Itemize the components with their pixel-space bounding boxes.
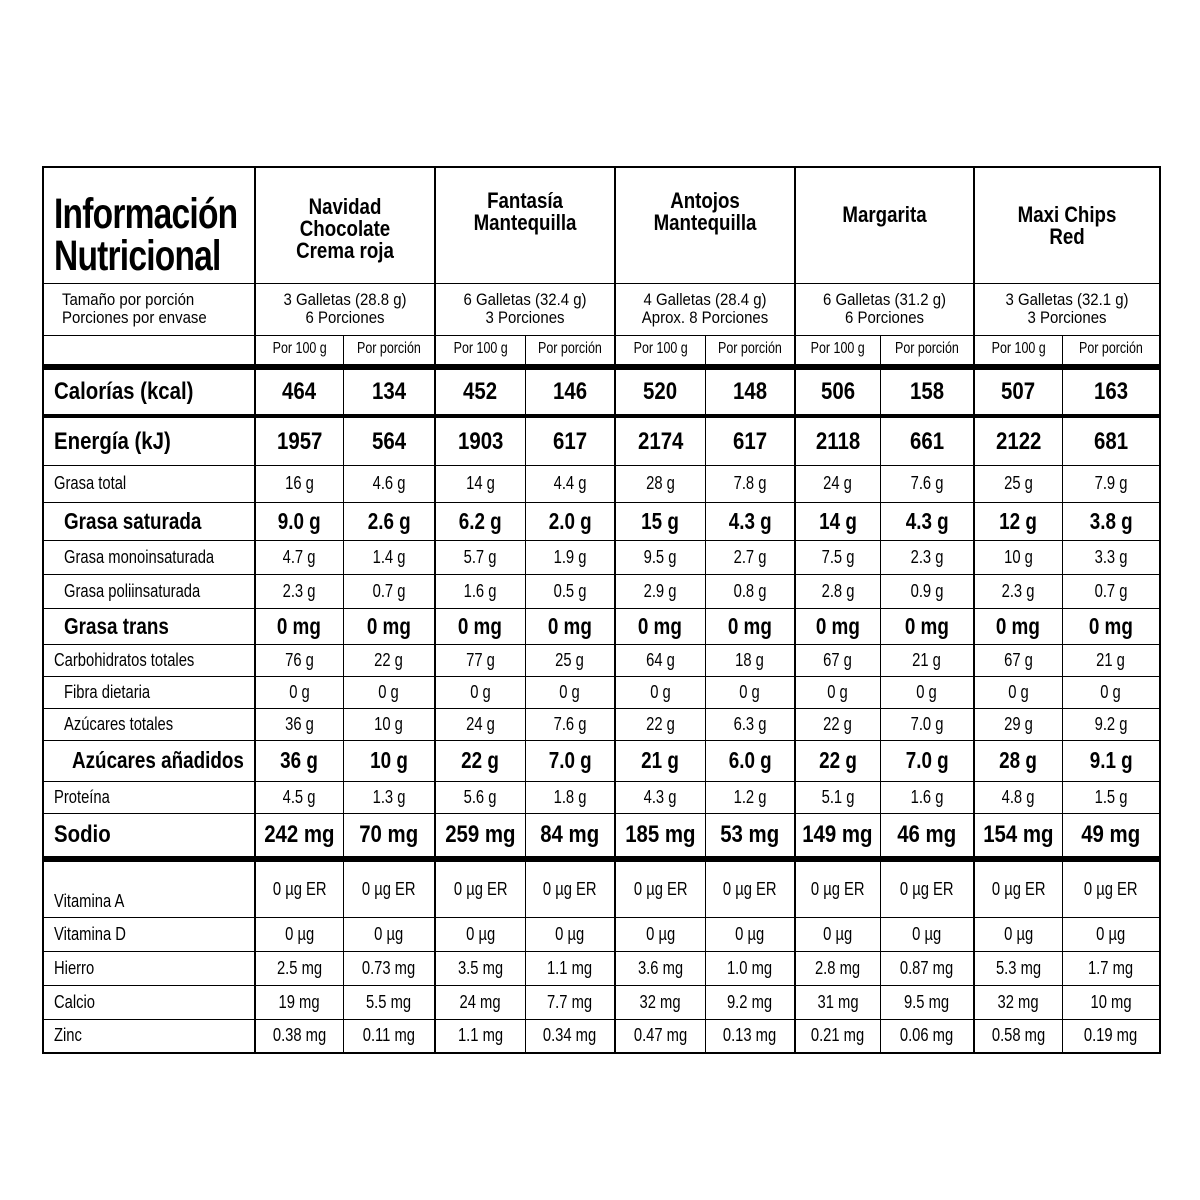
serving-info-5: 3 Galletas (32.1 g) 3 Porciones — [974, 283, 1160, 335]
value-per-portion: 0.11 mg — [343, 1019, 435, 1053]
column-header-per-100g: Por 100 g — [255, 335, 343, 367]
value-per-100g: 24 g — [435, 708, 525, 740]
nutrient-label: Energía (kJ) — [43, 416, 255, 465]
nutrient-label: Grasa saturada — [43, 502, 255, 540]
value-per-100g: 259 mg — [435, 813, 525, 859]
value-per-100g: 0.38 mg — [255, 1019, 343, 1053]
column-header-per-portion: Por porción — [705, 335, 795, 367]
value-per-100g: 5.7 g — [435, 540, 525, 574]
nutrient-row — [43, 644, 1160, 676]
nutrient-row — [43, 781, 1160, 813]
value-per-100g: 14 g — [435, 465, 525, 502]
value-per-portion: 0 mg — [343, 608, 435, 644]
value-per-100g: 5.6 g — [435, 781, 525, 813]
value-per-100g: 32 mg — [615, 985, 705, 1019]
value-per-100g: 36 g — [255, 740, 343, 781]
value-per-portion: 53 mg — [705, 813, 795, 859]
value-per-portion: 5.5 mg — [343, 985, 435, 1019]
value-per-portion: 1.7 mg — [1062, 951, 1160, 985]
value-per-portion: 46 mg — [880, 813, 974, 859]
value-per-portion: 158 — [880, 367, 974, 416]
value-per-100g: 0 µg ER — [974, 859, 1062, 917]
value-per-100g: 507 — [974, 367, 1062, 416]
value-per-100g: 5.3 mg — [974, 951, 1062, 985]
value-per-100g: 25 g — [974, 465, 1062, 502]
value-per-100g: 10 g — [974, 540, 1062, 574]
value-per-100g: 76 g — [255, 644, 343, 676]
value-per-100g: 1.6 g — [435, 574, 525, 608]
value-per-100g: 2.8 mg — [795, 951, 880, 985]
nutrient-row — [43, 740, 1160, 781]
value-per-portion: 7.7 mg — [525, 985, 615, 1019]
value-per-portion: 49 mg — [1062, 813, 1160, 859]
serving-info-2: 6 Galletas (32.4 g) 3 Porciones — [435, 283, 615, 335]
value-per-portion: 146 — [525, 367, 615, 416]
value-per-portion: 0.7 g — [1062, 574, 1160, 608]
value-per-portion: 0 mg — [705, 608, 795, 644]
value-per-100g: 28 g — [615, 465, 705, 502]
value-per-portion: 0.13 mg — [705, 1019, 795, 1053]
value-per-portion: 617 — [525, 416, 615, 465]
header-row — [43, 167, 1160, 283]
value-per-portion: 681 — [1062, 416, 1160, 465]
column-header-per-portion: Por porción — [880, 335, 974, 367]
value-per-portion: 0 g — [705, 676, 795, 708]
value-per-portion: 7.0 g — [525, 740, 615, 781]
nutrient-row — [43, 1019, 1160, 1053]
serving-labels: Tamaño por porción Porciones por envase — [43, 283, 255, 335]
serving-info-1: 3 Galletas (28.8 g) 6 Porciones — [255, 283, 435, 335]
value-per-100g: 2118 — [795, 416, 880, 465]
value-per-portion: 3.8 g — [1062, 502, 1160, 540]
value-per-100g: 28 g — [974, 740, 1062, 781]
value-per-portion: 4.6 g — [343, 465, 435, 502]
value-per-portion: 0 µg — [880, 917, 974, 951]
value-per-100g: 0 µg — [795, 917, 880, 951]
nutrient-label: Grasa total — [43, 465, 255, 502]
value-per-portion: 4.3 g — [705, 502, 795, 540]
value-per-portion: 10 g — [343, 740, 435, 781]
value-per-portion: 1.3 g — [343, 781, 435, 813]
value-per-100g: 64 g — [615, 644, 705, 676]
value-per-portion: 0 g — [525, 676, 615, 708]
column-header-per-portion: Por porción — [1062, 335, 1160, 367]
value-per-100g: 6.2 g — [435, 502, 525, 540]
value-per-portion: 0 µg ER — [705, 859, 795, 917]
value-per-100g: 2.8 g — [795, 574, 880, 608]
value-per-portion: 70 mg — [343, 813, 435, 859]
value-per-100g: 185 mg — [615, 813, 705, 859]
value-per-portion: 6.0 g — [705, 740, 795, 781]
nutrient-row — [43, 540, 1160, 574]
nutrient-label: Azúcares añadidos — [43, 740, 255, 781]
value-per-portion: 9.1 g — [1062, 740, 1160, 781]
nutrient-row — [43, 676, 1160, 708]
value-per-portion: 1.4 g — [343, 540, 435, 574]
value-per-portion: 6.3 g — [705, 708, 795, 740]
value-per-100g: 0 µg — [615, 917, 705, 951]
value-per-portion: 0.8 g — [705, 574, 795, 608]
value-per-portion: 4.3 g — [880, 502, 974, 540]
nutrition-facts-table — [42, 166, 1161, 1054]
value-per-100g: 22 g — [435, 740, 525, 781]
value-per-portion: 2.3 g — [880, 540, 974, 574]
value-per-portion: 4.4 g — [525, 465, 615, 502]
nutrient-row — [43, 859, 1160, 917]
value-per-100g: 0 mg — [615, 608, 705, 644]
nutrient-row — [43, 416, 1160, 465]
value-per-100g: 0 mg — [974, 608, 1062, 644]
value-per-100g: 0 µg — [435, 917, 525, 951]
nutrient-label: Azúcares totales — [43, 708, 255, 740]
value-per-portion: 9.2 g — [1062, 708, 1160, 740]
nutrient-row — [43, 574, 1160, 608]
value-per-portion: 0.19 mg — [1062, 1019, 1160, 1053]
value-per-100g: 0 µg ER — [615, 859, 705, 917]
value-per-100g: 0 mg — [255, 608, 343, 644]
nutrient-row — [43, 502, 1160, 540]
value-per-portion: 0.73 mg — [343, 951, 435, 985]
value-per-100g: 0.47 mg — [615, 1019, 705, 1053]
value-per-portion: 134 — [343, 367, 435, 416]
value-per-portion: 3.3 g — [1062, 540, 1160, 574]
nutrient-label: Grasa poliinsaturada — [43, 574, 255, 608]
value-per-portion: 163 — [1062, 367, 1160, 416]
value-per-100g: 4.7 g — [255, 540, 343, 574]
nutrient-row — [43, 465, 1160, 502]
value-per-100g: 14 g — [795, 502, 880, 540]
value-per-100g: 19 mg — [255, 985, 343, 1019]
value-per-portion: 7.8 g — [705, 465, 795, 502]
value-per-portion: 84 mg — [525, 813, 615, 859]
product-name-2: Fantasía Mantequilla — [435, 167, 615, 283]
nutrient-label: Sodio — [43, 813, 255, 859]
value-per-100g: 67 g — [795, 644, 880, 676]
value-per-100g: 67 g — [974, 644, 1062, 676]
nutrient-row — [43, 985, 1160, 1019]
column-header-per-100g: Por 100 g — [795, 335, 880, 367]
value-per-100g: 154 mg — [974, 813, 1062, 859]
value-per-portion: 148 — [705, 367, 795, 416]
value-per-100g: 4.5 g — [255, 781, 343, 813]
value-per-portion: 0 g — [880, 676, 974, 708]
value-per-100g: 24 g — [795, 465, 880, 502]
value-per-100g: 9.5 g — [615, 540, 705, 574]
value-per-portion: 0 mg — [880, 608, 974, 644]
value-per-100g: 22 g — [795, 708, 880, 740]
column-header-row — [43, 335, 1160, 367]
value-per-100g: 3.6 mg — [615, 951, 705, 985]
value-per-portion: 1.8 g — [525, 781, 615, 813]
nutrient-row — [43, 951, 1160, 985]
column-header-per-portion: Por porción — [525, 335, 615, 367]
product-name-3: Antojos Mantequilla — [615, 167, 795, 283]
value-per-100g: 22 g — [615, 708, 705, 740]
value-per-portion: 21 g — [880, 644, 974, 676]
nutrient-label: Zinc — [43, 1019, 255, 1053]
value-per-100g: 5.1 g — [795, 781, 880, 813]
value-per-portion: 1.0 mg — [705, 951, 795, 985]
value-per-100g: 2.5 mg — [255, 951, 343, 985]
value-per-100g: 0.21 mg — [795, 1019, 880, 1053]
serving-info-3: 4 Galletas (28.4 g) Aprox. 8 Porciones — [615, 283, 795, 335]
value-per-100g: 0 g — [795, 676, 880, 708]
value-per-portion: 22 g — [343, 644, 435, 676]
value-per-100g: 2.3 g — [974, 574, 1062, 608]
value-per-portion: 0 g — [1062, 676, 1160, 708]
value-per-portion: 1.5 g — [1062, 781, 1160, 813]
value-per-100g: 0 µg ER — [435, 859, 525, 917]
value-per-portion: 2.7 g — [705, 540, 795, 574]
value-per-100g: 520 — [615, 367, 705, 416]
value-per-portion: 1.9 g — [525, 540, 615, 574]
nutrient-row — [43, 917, 1160, 951]
value-per-100g: 452 — [435, 367, 525, 416]
value-per-portion: 7.9 g — [1062, 465, 1160, 502]
value-per-100g: 0 mg — [435, 608, 525, 644]
value-per-portion: 9.2 mg — [705, 985, 795, 1019]
value-per-100g: 36 g — [255, 708, 343, 740]
nutrient-label: Calorías (kcal) — [43, 367, 255, 416]
nutrient-row — [43, 708, 1160, 740]
value-per-portion: 0.5 g — [525, 574, 615, 608]
value-per-portion: 18 g — [705, 644, 795, 676]
value-per-100g: 0.58 mg — [974, 1019, 1062, 1053]
value-per-100g: 0 g — [974, 676, 1062, 708]
column-header-per-100g: Por 100 g — [435, 335, 525, 367]
value-per-portion: 0 mg — [1062, 608, 1160, 644]
value-per-portion: 7.6 g — [880, 465, 974, 502]
value-per-100g: 32 mg — [974, 985, 1062, 1019]
value-per-100g: 0 g — [435, 676, 525, 708]
value-per-portion: 9.5 mg — [880, 985, 974, 1019]
value-per-portion: 0.9 g — [880, 574, 974, 608]
value-per-100g: 0 µg ER — [255, 859, 343, 917]
value-per-100g: 77 g — [435, 644, 525, 676]
nutrient-label: Carbohidratos totales — [43, 644, 255, 676]
title-line-2: Nutricional — [54, 231, 221, 280]
value-per-100g: 1957 — [255, 416, 343, 465]
value-per-portion: 0 µg — [525, 917, 615, 951]
value-per-portion: 1.2 g — [705, 781, 795, 813]
value-per-100g: 2174 — [615, 416, 705, 465]
value-per-100g: 506 — [795, 367, 880, 416]
value-per-portion: 0 µg — [343, 917, 435, 951]
value-per-portion: 0.06 mg — [880, 1019, 974, 1053]
value-per-portion: 0 g — [343, 676, 435, 708]
value-per-100g: 464 — [255, 367, 343, 416]
serving-info-4: 6 Galletas (31.2 g) 6 Porciones — [795, 283, 974, 335]
nutrient-label: Vitamina A — [43, 859, 255, 917]
value-per-portion: 7.6 g — [525, 708, 615, 740]
value-per-portion: 2.0 g — [525, 502, 615, 540]
product-name-5: Maxi Chips Red — [974, 167, 1160, 283]
value-per-portion: 0.34 mg — [525, 1019, 615, 1053]
value-per-portion: 0.87 mg — [880, 951, 974, 985]
product-name-1: Navidad Chocolate Crema roja — [255, 167, 435, 283]
value-per-portion: 0 µg ER — [880, 859, 974, 917]
value-per-100g: 7.5 g — [795, 540, 880, 574]
value-per-100g: 16 g — [255, 465, 343, 502]
nutrient-row — [43, 813, 1160, 859]
value-per-100g: 4.3 g — [615, 781, 705, 813]
value-per-100g: 4.8 g — [974, 781, 1062, 813]
value-per-100g: 22 g — [795, 740, 880, 781]
value-per-portion: 7.0 g — [880, 740, 974, 781]
value-per-100g: 2122 — [974, 416, 1062, 465]
value-per-portion: 10 g — [343, 708, 435, 740]
product-name-4: Margarita — [795, 167, 974, 283]
nutrient-label: Proteína — [43, 781, 255, 813]
value-per-100g: 15 g — [615, 502, 705, 540]
nutrient-label: Grasa trans — [43, 608, 255, 644]
value-per-portion: 21 g — [1062, 644, 1160, 676]
value-per-portion: 0 µg ER — [343, 859, 435, 917]
nutrient-label: Vitamina D — [43, 917, 255, 951]
value-per-100g: 21 g — [615, 740, 705, 781]
value-per-portion: 617 — [705, 416, 795, 465]
column-header-per-100g: Por 100 g — [615, 335, 705, 367]
value-per-portion: 564 — [343, 416, 435, 465]
value-per-100g: 2.3 g — [255, 574, 343, 608]
value-per-100g: 0 g — [615, 676, 705, 708]
value-per-portion: 2.6 g — [343, 502, 435, 540]
value-per-100g: 0 g — [255, 676, 343, 708]
value-per-portion: 0.7 g — [343, 574, 435, 608]
value-per-100g: 9.0 g — [255, 502, 343, 540]
column-header-per-portion: Por porción — [343, 335, 435, 367]
value-per-portion: 7.0 g — [880, 708, 974, 740]
nutrient-label: Hierro — [43, 951, 255, 985]
value-per-portion: 0 µg ER — [1062, 859, 1160, 917]
nutrient-label: Grasa monoinsaturada — [43, 540, 255, 574]
value-per-100g: 242 mg — [255, 813, 343, 859]
value-per-portion: 1.1 mg — [525, 951, 615, 985]
value-per-100g: 149 mg — [795, 813, 880, 859]
value-per-100g: 0 µg — [255, 917, 343, 951]
nutrient-label: Calcio — [43, 985, 255, 1019]
value-per-portion: 1.6 g — [880, 781, 974, 813]
value-per-100g: 1.1 mg — [435, 1019, 525, 1053]
nutrient-row — [43, 608, 1160, 644]
value-per-100g: 0 µg — [974, 917, 1062, 951]
value-per-100g: 24 mg — [435, 985, 525, 1019]
column-header-blank — [43, 335, 255, 367]
value-per-portion: 0 µg — [705, 917, 795, 951]
value-per-100g: 31 mg — [795, 985, 880, 1019]
value-per-portion: 0 µg — [1062, 917, 1160, 951]
value-per-100g: 2.9 g — [615, 574, 705, 608]
serving-row — [43, 283, 1160, 335]
title-line-1: Información — [54, 189, 238, 238]
value-per-portion: 661 — [880, 416, 974, 465]
column-header-per-100g: Por 100 g — [974, 335, 1062, 367]
nutrient-label: Fibra dietaria — [43, 676, 255, 708]
nutrient-row — [43, 367, 1160, 416]
value-per-100g: 1903 — [435, 416, 525, 465]
value-per-100g: 0 µg ER — [795, 859, 880, 917]
value-per-100g: 29 g — [974, 708, 1062, 740]
table-title — [43, 167, 255, 283]
value-per-portion: 0 mg — [525, 608, 615, 644]
value-per-portion: 0 µg ER — [525, 859, 615, 917]
value-per-100g: 0 mg — [795, 608, 880, 644]
value-per-100g: 12 g — [974, 502, 1062, 540]
value-per-portion: 25 g — [525, 644, 615, 676]
value-per-portion: 10 mg — [1062, 985, 1160, 1019]
value-per-100g: 3.5 mg — [435, 951, 525, 985]
